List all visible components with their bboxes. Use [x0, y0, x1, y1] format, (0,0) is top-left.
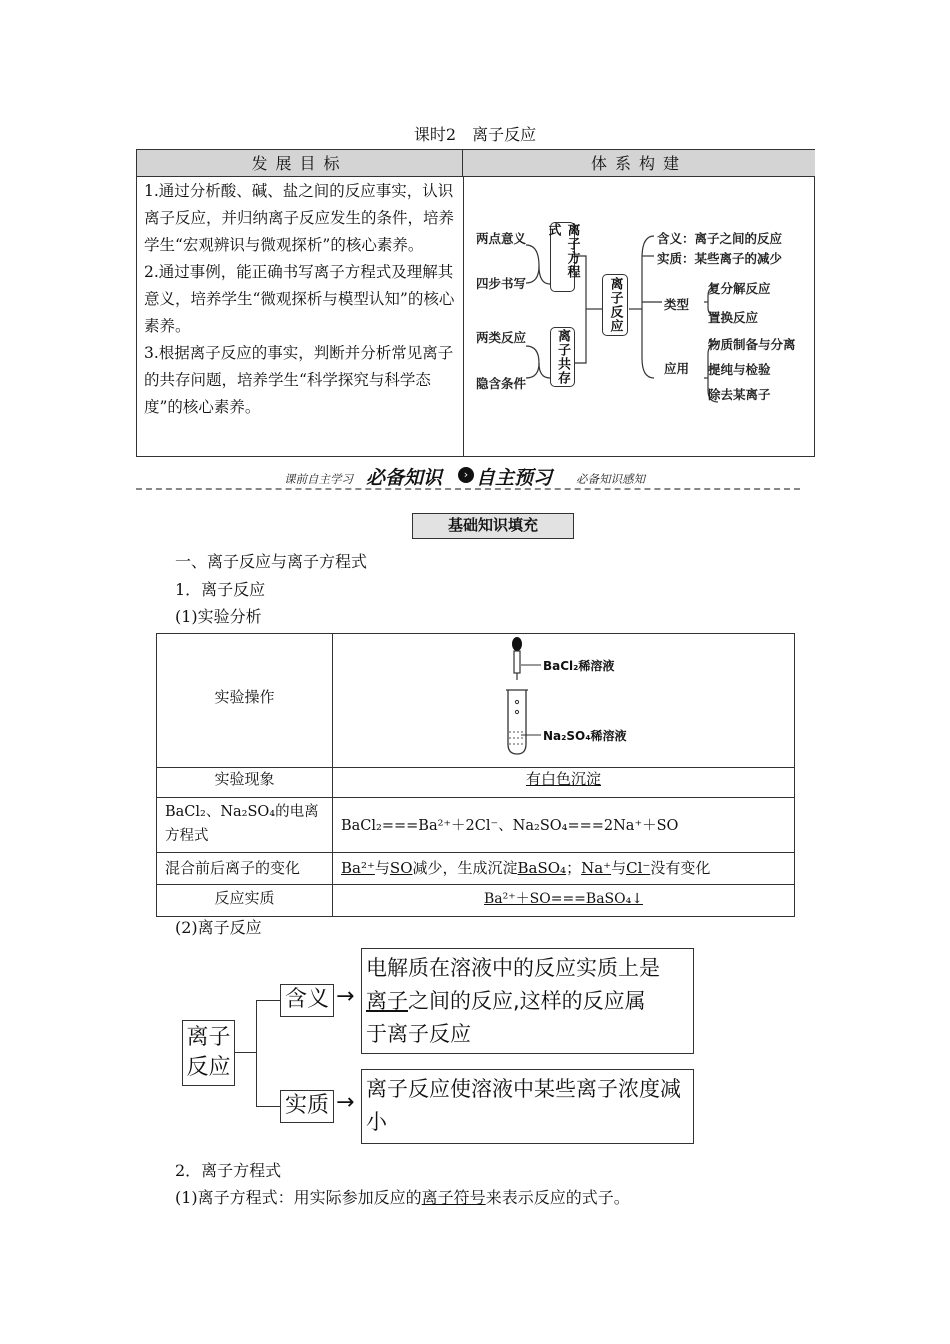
row4-text-1: 与: [374, 859, 390, 877]
mm-app-label: 应用: [664, 361, 690, 376]
definition-line: [175, 1185, 630, 1208]
banner-right-small: 必备知识感知: [576, 472, 645, 486]
mm-hidden-conditions: 隐含条件: [476, 376, 527, 391]
heading-1-1: 1．离子反应: [175, 580, 266, 599]
section-banner: [136, 462, 800, 492]
heading-1: 一、离子反应与离子方程式: [175, 552, 368, 571]
goal-1: 1.通过分析酸、碱、盐之间的反应事实，认识离子反应，并归纳离子反应发生的条件，培养学生“宏观辨识与微观探析”的核心素养。: [144, 182, 455, 254]
row4-text-3: ；: [566, 859, 582, 877]
mm-two-meanings: 两点意义: [476, 231, 527, 246]
mm-box-coexist: 离子共存: [550, 327, 575, 387]
ion-cl: Cl⁻: [626, 859, 651, 877]
head-system: 体系构建: [463, 150, 815, 177]
goal-3: 3.根据离子反应的事实，判断并分析常见离子的共存问题，培养学生“科学探究与科学态度”的核心素养。: [144, 344, 454, 416]
goals-list: [144, 178, 458, 421]
ion-so: SO: [389, 859, 413, 877]
concept-root: 离子反应: [182, 1020, 235, 1086]
exp-row5-label: 反应实质: [214, 889, 275, 907]
reagent-top: BaCl₂稀溶液: [543, 659, 615, 673]
row4-text-4: 与: [611, 859, 627, 877]
meaning-line-2: [366, 985, 689, 1018]
row4-text-2: 减少，生成沉淀: [412, 859, 518, 877]
dropper-testtube-icon: [502, 636, 542, 758]
exp-row3-value: BaCl₂===Ba²⁺＋2Cl⁻、Na₂SO₄===2Na⁺＋SO: [341, 818, 679, 834]
precipitate-baso4: BaSO₄: [517, 859, 567, 877]
mm-type-1: 复分解反应: [708, 281, 771, 296]
exp-row2-value: 有白色沉淀: [525, 770, 601, 788]
concept-branch-meaning: 含义: [280, 984, 334, 1017]
goals-system-table: [136, 149, 815, 457]
banner-dashed-line: [136, 488, 800, 490]
experiment-table: [156, 633, 795, 917]
concept-branch-essence: 实质: [280, 1090, 334, 1123]
arrow-right-icon: →: [336, 984, 355, 1009]
mm-meaning: 含义：离子之间的反应: [657, 231, 783, 246]
reagent-bottom: Na₂SO₄稀溶液: [543, 729, 627, 743]
mm-box-center: 离子反应: [602, 274, 628, 336]
meaning-ion-underline: 离子: [366, 989, 408, 1013]
banner-arrow-icon: ›: [458, 467, 474, 483]
exp-row5-value: Ba²⁺＋SO===BaSO₄↓: [484, 891, 643, 907]
heading-1-1-2: (2)离子反应: [175, 918, 262, 937]
section-label: 基础知识填充: [412, 513, 574, 539]
banner-big-2: 自主预习: [476, 467, 553, 489]
concept-essence-box: 离子反应使溶液中某些离子浓度减小: [361, 1069, 694, 1144]
heading-1-1-1: (1)实验分析: [175, 607, 262, 626]
goal-2: 2.通过事例，能正确书写离子方程式及理解其意义，培养学生“微观探析与模型认知”的核心素养。: [144, 263, 455, 335]
meaning-line-3: 于离子反应: [366, 1022, 471, 1046]
mm-essence: 实质：某些离子的减少: [657, 251, 783, 266]
row4-text-5: 没有变化: [650, 859, 711, 877]
mm-four-steps: 四步书写: [476, 276, 527, 291]
exp-row4-value: [341, 857, 710, 878]
exp-row4-label: 混合前后离子的变化: [165, 859, 301, 877]
def-prefix: (1)离子方程式：用实际参加反应的: [175, 1188, 422, 1207]
arrow-right-icon: →: [336, 1090, 355, 1115]
mm-two-reactions: 两类反应: [476, 330, 527, 345]
def-suffix: 来表示反应的式子。: [485, 1188, 630, 1207]
head-goals: 发展目标: [137, 150, 463, 177]
mm-box-equation: 离子方程式: [550, 222, 575, 292]
exp-row2-label: 实验现象: [214, 770, 275, 788]
ion-ba: Ba²⁺: [341, 859, 375, 877]
mm-app-3: 除去某离子: [708, 387, 771, 402]
banner-left-small: 课前自主学习: [284, 472, 353, 486]
banner-big-1: 必备知识: [366, 467, 443, 489]
meaning-line-1: 电解质在溶液中的反应实质上是: [366, 956, 660, 980]
exp-row1-label: 实验操作: [214, 688, 275, 706]
mindmap-lines: [464, 178, 814, 456]
exp-row3-label: BaCl₂、Na₂SO₄的电离方程式: [165, 804, 319, 844]
def-underlined: 离子符号: [421, 1188, 486, 1207]
lesson-title: 课时2 离子反应: [413, 125, 537, 144]
meaning-line-2-rest: 之间的反应,这样的反应属: [408, 989, 646, 1013]
heading-1-2: 2．离子方程式: [175, 1161, 282, 1180]
mm-app-1: 物质制备与分离: [708, 337, 796, 352]
mm-app-2: 提纯与检验: [708, 362, 771, 377]
concept-meaning-box: [361, 948, 694, 1054]
mm-type-2: 置换反应: [708, 310, 759, 325]
ion-na: Na⁺: [581, 859, 612, 877]
mm-type-label: 类型: [664, 297, 690, 312]
